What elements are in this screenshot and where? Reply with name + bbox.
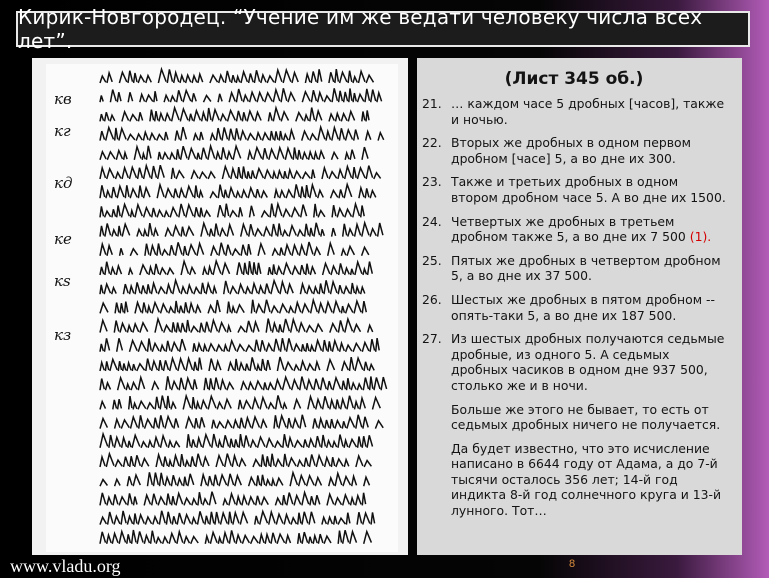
manuscript-image: [32, 58, 408, 555]
item-text-body: Четвертых же дробных в третьем дробном также 5, а во дне их 7 500: [451, 213, 690, 245]
margin-numeral: кв: [54, 90, 72, 108]
item-number: 27.: [422, 331, 442, 347]
item-number: 25.: [422, 252, 442, 268]
site-url: www.vladu.org: [10, 556, 121, 576]
item-text-body: Также и третьих дробных в одном втором дробном часе 5. А во дне их 1500.: [451, 174, 726, 205]
item-number: 26.: [422, 291, 442, 307]
margin-numeral: ке: [54, 230, 72, 248]
translation-paragraphs: [422, 402, 726, 519]
item-number: 22.: [422, 135, 442, 151]
item-text-body: Пятых же дробных в четвертом дробном 5, а во дне их 37 500.: [451, 252, 721, 284]
translation-item: [422, 331, 726, 393]
margin-numeral: кд: [54, 174, 73, 192]
item-text-body: … каждом часе 5 дробных [часов], также и ночью.: [451, 96, 725, 127]
translation-paragraph: Да будет известно, что это исчисление написано в 6644 году от Адама, а до 7-й тысячи осталось 356 лет; 14-й год индикта 8-й год солнечного круга и 13-й лунного. Тот…: [451, 440, 722, 519]
panel-heading: (Лист 345 об.): [504, 69, 644, 89]
translation-panel: [417, 58, 742, 555]
item-text: [451, 331, 726, 393]
item-number: 24.: [422, 213, 442, 229]
slide-title: Кирик-Новгородец. “Учение им же ведати человеку числа всех лет”.: [16, 11, 750, 47]
translation-item: [422, 135, 726, 166]
item-text-body: Вторых же дробных в одном первом дробном [часе] 5, а во дне их 300.: [451, 135, 691, 166]
translation-item: [422, 292, 726, 323]
translation-item: [422, 214, 726, 245]
item-text-body: Шестых же дробных в пятом дробном -- опять-таки 5, а во дне их 187 500.: [451, 291, 715, 323]
margin-numeral: кѕ: [54, 272, 71, 290]
translation-item: [422, 174, 726, 205]
translation-item: [422, 253, 726, 284]
item-text-body: Из шестых дробных получаются седьмые дробные, из одного 5. А седьмых дробных часиков в одном дне 937 500, столько же и в ночи.: [451, 331, 725, 393]
page-number: 8: [569, 558, 576, 570]
item-text: [451, 174, 726, 205]
item-text: [451, 292, 726, 323]
item-text: [451, 214, 726, 245]
translation-item: [422, 96, 726, 127]
margin-numeral: кз: [54, 326, 72, 344]
item-text: [451, 253, 726, 284]
item-number: 23.: [422, 174, 442, 190]
item-number: 21.: [422, 96, 442, 111]
translation-paragraph: Больше же этого не бывает, то есть от седьмых дробных ничего не получается.: [451, 401, 721, 433]
translation-list: [422, 96, 726, 394]
item-text: [451, 135, 726, 166]
margin-numeral: кг: [54, 122, 71, 140]
footnote-reference: (1).: [689, 229, 712, 245]
item-text: [451, 96, 726, 127]
